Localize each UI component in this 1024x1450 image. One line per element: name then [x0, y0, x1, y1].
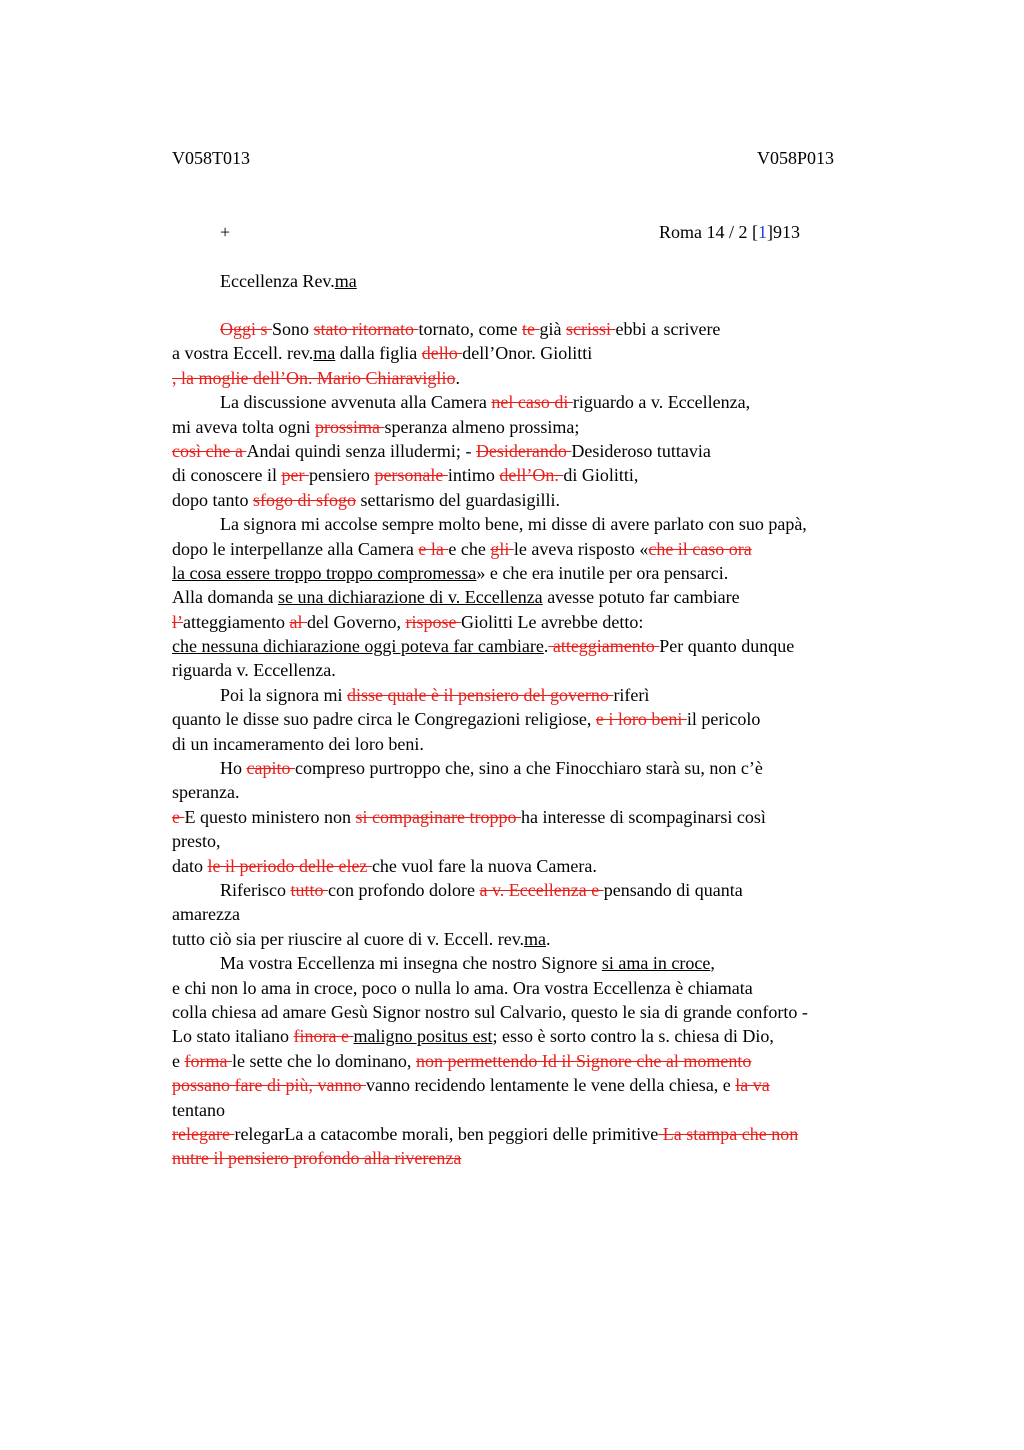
text-segment: La signora mi accolse sempre molto bene, mi disse di avere parlato con suo papà, — [220, 514, 807, 535]
text-segment: riguarda v. Eccellenza. — [172, 660, 336, 681]
text-line — [172, 634, 912, 658]
text-segment: » e che era inutile per ora pensarci. — [476, 562, 729, 583]
text-segment: atteggiamento — [183, 611, 290, 632]
text-segment: colla chiesa ad amare Gesù Signor nostro sul Calvario, questo le sia di grande conforto - — [172, 1001, 808, 1022]
text-segment: amarezza — [172, 904, 240, 925]
text-line — [172, 439, 912, 463]
text-segment: del Governo, — [306, 611, 406, 632]
text-segment: settarismo del guardasigilli. — [356, 489, 560, 510]
letter-body — [172, 317, 912, 1171]
document-id-right: V058P013 — [757, 148, 835, 168]
text-segment: pensiero — [308, 465, 375, 486]
deleted-text: rispose — [405, 611, 461, 632]
text-line — [172, 512, 912, 536]
text-line — [172, 1049, 912, 1073]
text-segment: Alla domanda — [172, 587, 278, 608]
text-line — [172, 854, 912, 878]
text-segment: riguardo a v. Eccellenza, — [572, 392, 751, 413]
deleted-text: stato ritornato — [313, 319, 419, 339]
text-segment: ha interesse di scompaginarsi così — [520, 806, 766, 827]
text-segment: e — [172, 1050, 185, 1071]
salutation — [220, 270, 357, 292]
underlined-text: ma — [524, 928, 547, 949]
deleted-text: l’ — [172, 611, 183, 632]
deleted-text: nutre il pensiero profondo alla riverenza — [172, 1148, 462, 1169]
deleted-text: che il caso ora — [648, 538, 752, 559]
text-line — [172, 1098, 912, 1122]
text-line — [172, 610, 912, 634]
text-segment: . — [546, 928, 551, 949]
text-segment: Per quanto dunque — [659, 636, 795, 657]
deleted-text: e — [172, 806, 185, 827]
text-line — [172, 927, 912, 951]
text-segment: riferì — [613, 684, 650, 705]
text-segment: tentano — [172, 1099, 225, 1120]
text-segment: ebbi a scrivere — [615, 319, 721, 339]
text-segment: dopo le interpellanze alla Camera — [172, 538, 419, 559]
text-segment: intimo — [447, 465, 500, 486]
text-line — [172, 585, 912, 609]
text-segment: Riferisco — [220, 879, 291, 900]
text-line — [172, 366, 912, 390]
deleted-text: atteggiamento — [548, 636, 660, 657]
text-line — [172, 951, 912, 975]
deleted-text: te — [521, 319, 540, 339]
text-line — [172, 1146, 912, 1170]
deleted-text: e i loro beni — [595, 709, 687, 730]
text-line — [172, 902, 912, 926]
text-line — [172, 658, 912, 682]
text-line — [172, 1122, 912, 1146]
text-line — [172, 829, 912, 853]
text-segment: le aveva risposto « — [513, 538, 649, 559]
deleted-text: dello — [421, 343, 463, 364]
text-segment: , — [710, 953, 715, 974]
deleted-text: La stampa che non — [658, 1123, 799, 1144]
document-id-left: V058T013 — [172, 148, 250, 168]
deleted-text: relegare — [172, 1123, 235, 1144]
text-line — [172, 341, 912, 365]
deleted-text: e la — [418, 538, 449, 559]
deleted-text: , la moglie dell’On. Mario Chiaraviglio — [172, 367, 456, 388]
text-segment: il pericolo — [686, 709, 761, 730]
text-line — [172, 463, 912, 487]
deleted-text: capito — [246, 758, 295, 779]
text-line — [172, 415, 912, 439]
text-segment: di conoscere il — [172, 465, 282, 486]
text-segment: Giolitti Le avrebbe detto: — [460, 611, 644, 632]
text-segment: Lo stato italiano — [172, 1026, 294, 1047]
text-segment: quanto le disse suo padre circa le Congregazioni religiose, — [172, 709, 596, 730]
deleted-text: forma — [184, 1050, 232, 1071]
text-line — [172, 390, 912, 414]
deleted-text: così che a — [172, 440, 247, 461]
text-segment: speranza almeno prossima; — [384, 416, 580, 437]
text-line — [172, 537, 912, 561]
text-segment: Poi la signora mi — [220, 684, 347, 705]
deleted-text: per — [281, 465, 309, 486]
deleted-text: possano fare di più, vanno — [172, 1075, 366, 1096]
text-segment: dell’Onor. Giolitti — [462, 343, 593, 364]
text-segment: E questo ministero non — [184, 806, 356, 827]
deleted-text: disse quale è il pensiero del governo — [347, 684, 614, 705]
text-segment: presto, — [172, 831, 221, 852]
text-line — [172, 976, 912, 1000]
deleted-text: scrissi — [565, 319, 616, 339]
text-segment: già — [539, 319, 566, 339]
deleted-text: nel caso di — [491, 392, 573, 413]
deleted-text: tutto — [290, 879, 328, 900]
text-segment: di un incameramento dei loro beni. — [172, 733, 424, 754]
text-segment: di Giolitti, — [563, 465, 639, 486]
text-segment: avesse potuto far cambiare — [542, 587, 740, 608]
text-line — [172, 488, 912, 512]
text-segment: relegarLa a catacombe morali, ben peggiori delle primitive — [234, 1123, 659, 1144]
underlined-text: che nessuna dichiarazione oggi poteva far cambiare — [172, 636, 544, 657]
text-segment: pensando di quanta — [603, 879, 743, 900]
date-suffix: ]913 — [767, 222, 800, 242]
text-segment: mi aveva tolta ogni — [172, 416, 315, 437]
deleted-text: finora e — [293, 1026, 354, 1047]
text-segment: . — [455, 367, 460, 388]
deleted-text: personale — [374, 465, 448, 486]
text-segment: le sette che lo dominano, — [231, 1050, 416, 1071]
text-line — [172, 1024, 912, 1048]
text-segment: dalla figlia — [335, 343, 422, 364]
underlined-text: ma — [313, 343, 336, 364]
text-line — [172, 780, 912, 804]
text-segment: tornato, come — [418, 319, 522, 339]
deleted-text: non permettendo Id il Signore che al momento — [415, 1050, 752, 1071]
text-segment: Ma vostra Eccellenza mi insegna che nostro Signore — [220, 953, 602, 974]
underlined-text: la cosa essere troppo troppo compromessa — [172, 562, 477, 583]
underlined-text: maligno positus est — [353, 1026, 493, 1047]
text-segment: vanno recidendo lentamente le vene della chiesa, e — [365, 1075, 736, 1096]
underlined-text: se una dichiarazione di v. Eccellenza — [277, 587, 543, 608]
underlined-text: si ama in croce — [601, 953, 711, 974]
letter-date — [659, 221, 800, 243]
text-segment: ; esso è sorto contro la s. chiesa di Dio, — [492, 1026, 774, 1047]
deleted-text: prossima — [314, 416, 385, 437]
deleted-text: si compaginare troppo — [355, 806, 521, 827]
deleted-text: sfogo di sfogo — [253, 489, 356, 510]
text-segment: compreso purtroppo che, sino a che Finocchiaro starà su, non c’è — [294, 758, 763, 779]
deleted-text: le il periodo delle elez — [207, 855, 372, 876]
salutation-abbrev: ma — [334, 271, 357, 291]
text-line — [172, 805, 912, 829]
text-line — [172, 561, 912, 585]
deleted-text: al — [289, 611, 307, 632]
text-segment: La discussione avvenuta alla Camera — [220, 392, 492, 413]
deleted-text: la va — [735, 1075, 770, 1096]
date-editorial-insert: 1 — [758, 222, 767, 242]
text-segment: Sono — [272, 319, 314, 339]
text-segment: . — [543, 636, 549, 657]
text-line — [172, 878, 912, 902]
deleted-text: dell’On. — [499, 465, 564, 486]
text-segment: speranza. — [172, 782, 240, 803]
text-segment: a vostra Eccell. rev. — [172, 343, 314, 364]
date-prefix: Roma 14 / 2 [ — [659, 222, 758, 242]
deleted-text: Desiderando — [475, 440, 572, 461]
cross-mark: + — [220, 222, 231, 242]
text-segment: e che — [448, 538, 491, 559]
text-segment: con profondo dolore — [328, 879, 480, 900]
text-line — [172, 756, 912, 780]
deleted-text: a v. Eccellenza e — [479, 879, 604, 900]
text-segment: dopo tanto — [172, 489, 253, 510]
text-segment: dato — [172, 855, 208, 876]
text-line — [172, 1000, 912, 1024]
text-segment: tutto ciò sia per riuscire al cuore di v. Eccell. rev. — [172, 928, 525, 949]
text-line — [172, 732, 912, 756]
deleted-text: gli — [490, 538, 514, 559]
text-line — [172, 317, 912, 341]
text-segment: e chi non lo ama in croce, poco o nulla lo ama. Ora vostra Eccellenza è chiamata — [172, 977, 753, 998]
salutation-text: Eccellenza Rev. — [220, 271, 335, 291]
text-line — [172, 1073, 912, 1097]
text-segment: Ho — [220, 758, 247, 779]
text-segment: Andai quindi senza illudermi; - — [246, 440, 476, 461]
text-segment: che vuol fare la nuova Camera. — [371, 855, 597, 876]
text-segment: Desideroso tuttavia — [571, 440, 711, 461]
text-line — [172, 707, 912, 731]
text-line — [172, 683, 912, 707]
deleted-text: Oggi s — [220, 319, 273, 339]
